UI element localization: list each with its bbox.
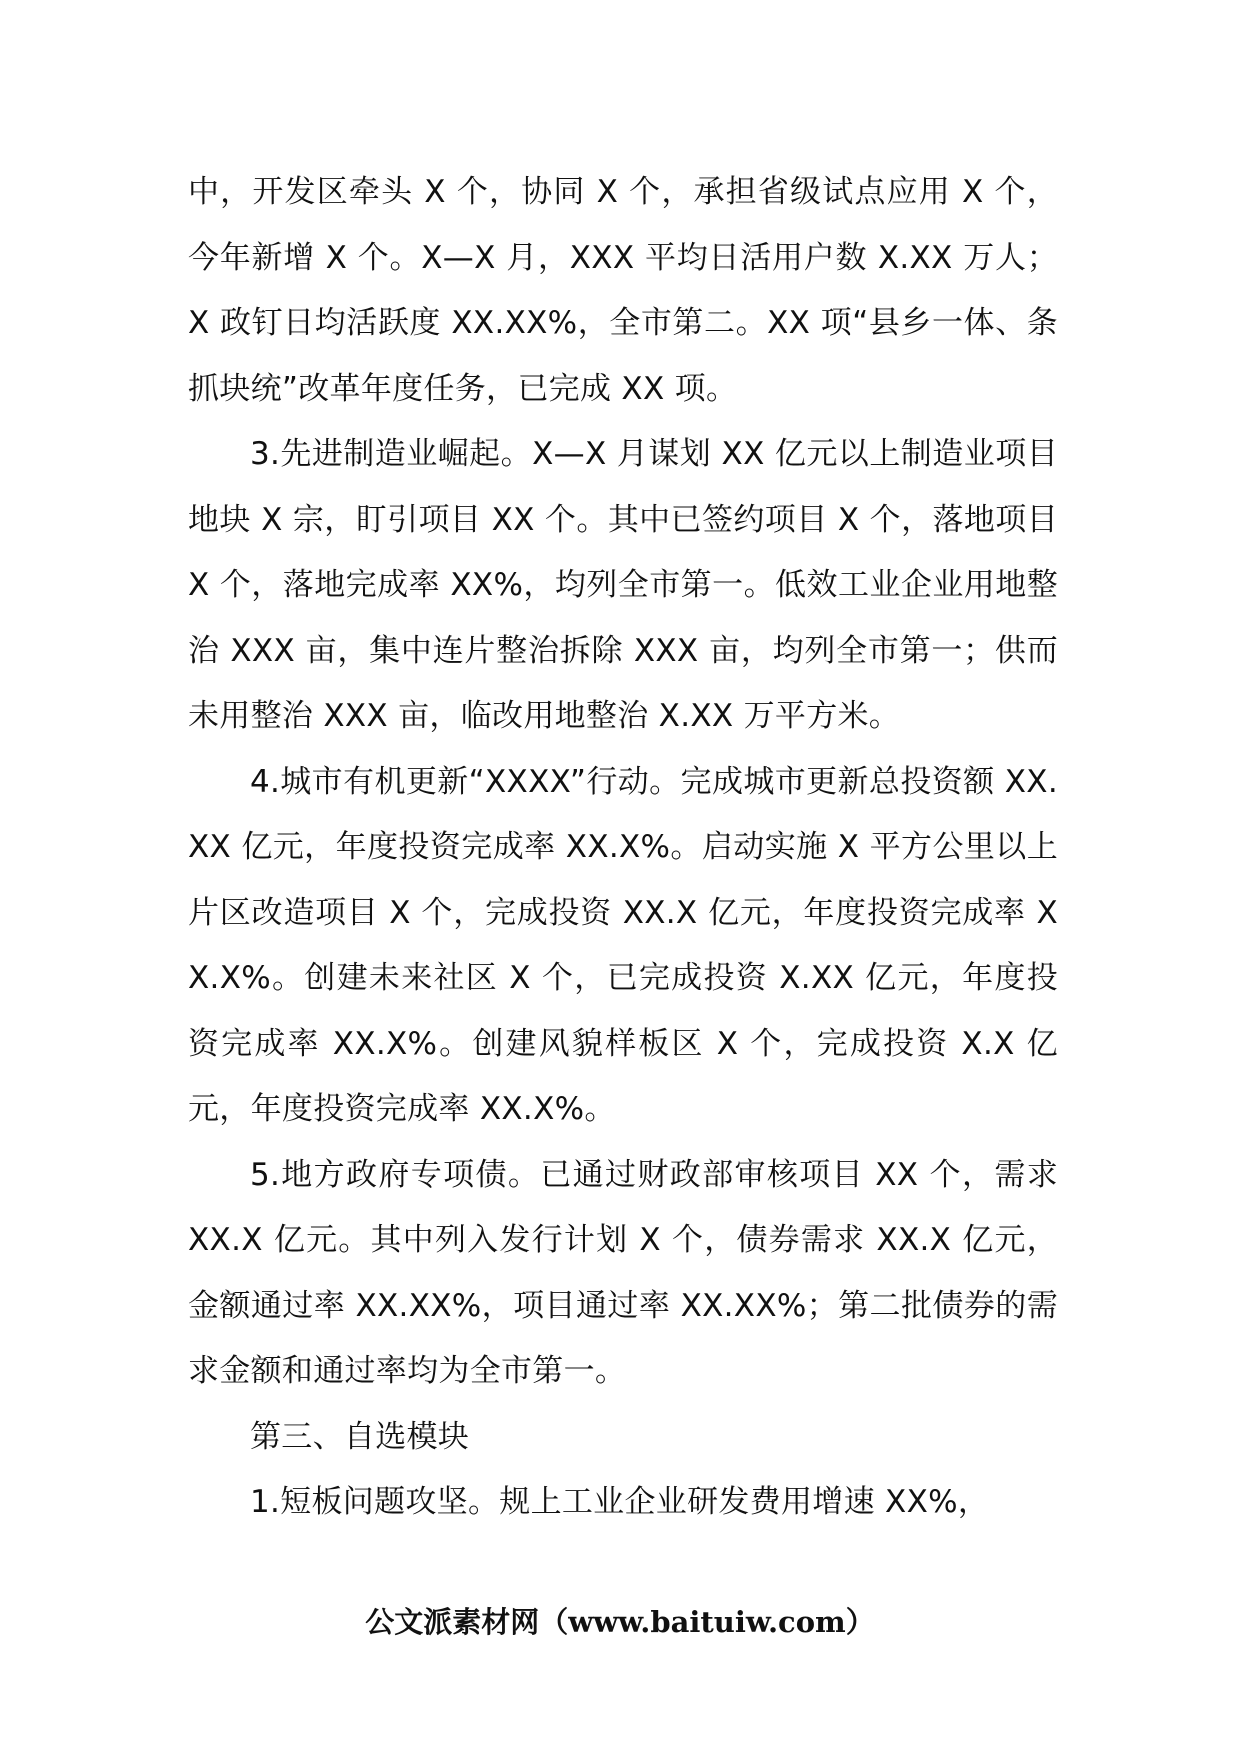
paragraph-continuation: 中，开发区牵头 X 个，协同 X 个，承担省级试点应用 X 个，今年新增 X 个。X—X 月，XXX 平均日活用户数 X.XX 万人；X 政钉日均活跃度 XX.XX%，全市第二。XX 项“县乡一体、条抓块统”改革年度任务，已完成 XX 项。 <box>188 174 1058 407</box>
footer-watermark: 公文派素材网（www.baituiw.com） <box>365 1605 875 1639</box>
paragraph-item-5: 5.地方政府专项债。已通过财政部审核项目 XX 个，需求 XX.X 亿元。其中列入发行计划 X 个，债券需求 XX.X 亿元，金额通过率 XX.XX%，项目通过率 XX.XX%；第二批债券的需求金额和通过率均为全市第一。 <box>188 1156 1058 1389</box>
paragraph-item-4: 4.城市有机更新“XXXX”行动。完成城市更新总投资额 XX.XX 亿元，年度投资完成率 XX.X%。启动实施 X 平方公里以上片区改造项目 X 个，完成投资 XX.X 亿元，年度投资完成率 XX.X%。创建未来社区 X 个，已完成投资 X.XX 亿元，年度投资完成率 XX.X%。创建风貌样板区 X 个，完成投资 X.X 亿元，年度投资完成率 XX.X%。 <box>188 763 1058 1127</box>
paragraph-item-1: 1.短板问题攻坚。规上工业企业研发费用增速 XX%， <box>250 1484 990 1520</box>
section-heading-3: 第三、自选模块 <box>250 1418 470 1455</box>
document-body <box>188 160 1058 1536</box>
paragraph-item-3: 3.先进制造业崛起。X—X 月谋划 XX 亿元以上制造业项目地块 X 宗，盯引项目 XX 个。其中已签约项目 X 个，落地项目 X 个，落地完成率 XX%，均列全市第一。低效工业企业用地整治 XXX 亩，集中连片整治拆除 XXX 亩，均列全市第一；供而未用整治 XXX 亩，临改用地整治 X.XX 万平方米。 <box>188 436 1058 734</box>
